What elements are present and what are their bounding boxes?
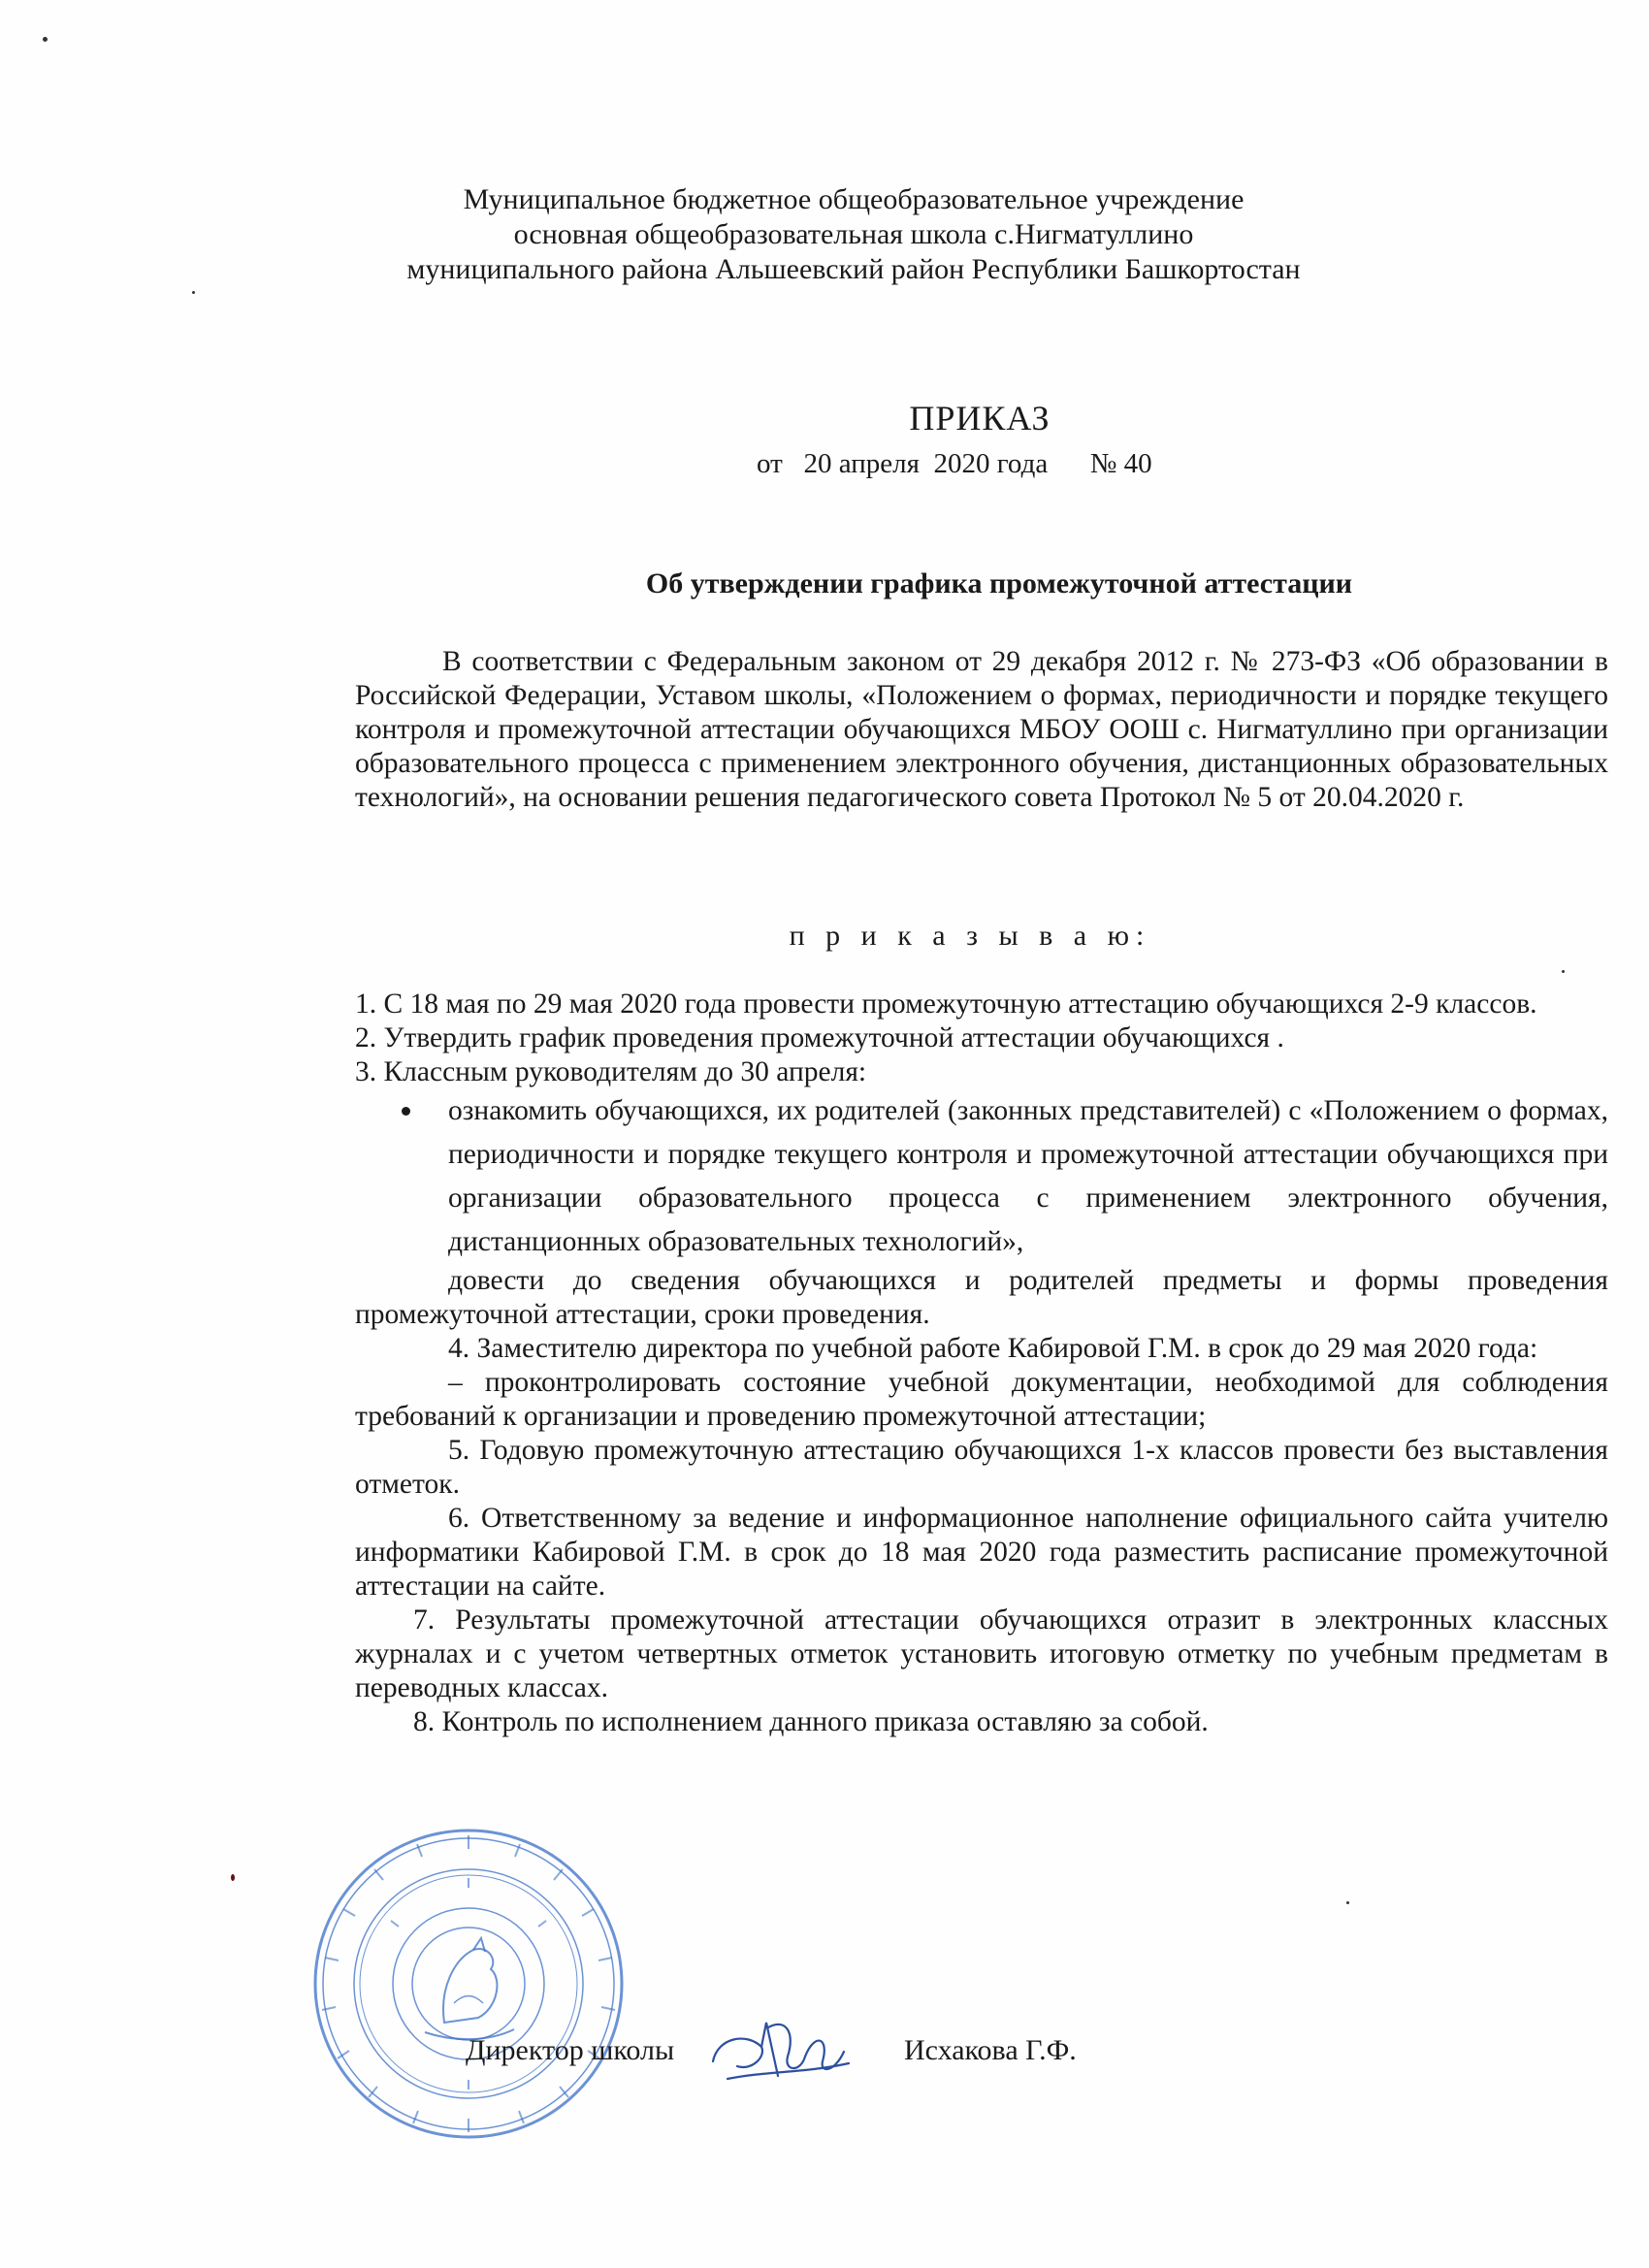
- order-number: № 40: [1089, 448, 1152, 479]
- document-title: ПРИКАЗ: [909, 399, 1051, 437]
- item-6: 6. Ответственному за ведение и информационное наполнение официального сайта учителю информатики Кабировой Г.М. в срок до 18 мая 2020 года разместить расписание промежуточной аттестации на сайте.: [355, 1503, 1608, 1602]
- item-3-bullet-text: ознакомить обучающихся, их родителей (законных представителей) с «Положением о формах, периодичности и порядке текущего контроля и промежуточной аттестации обучающихся при организации образовательного процесса с применением электронного обучения, дистанционных образовательных технологий»,: [448, 1095, 1608, 1257]
- scan-speck: [43, 37, 48, 42]
- bullet-dot-icon: [402, 1107, 410, 1116]
- handwritten-signature-icon: [708, 2003, 854, 2090]
- official-seal-icon: [308, 1824, 629, 2144]
- preamble-text: В соответствии с Федеральным законом от 29 декабря 2012 г. № 273-ФЗ «Об образовании в Российской Федерации, Уставом школы, «Положением о формах, периодичности и порядке текущего контроля и промежуточной аттестации обучающихся МБОУ ООШ с. Нигматуллино при организации образовательного процесса с применением электронного обучения, дистанционных образовательных технологий», на основании решения педагогического совета Протокол № 5 от 20.04.2020 г.: [355, 646, 1608, 813]
- scan-speck: [1346, 1901, 1349, 1904]
- signature-block: [466, 2023, 1339, 2090]
- item-3-bullet: [355, 1089, 1608, 1264]
- signatory-position: Директор школы: [466, 2034, 675, 2066]
- preamble-block: [355, 645, 1608, 815]
- order-date-line: [757, 448, 1222, 480]
- header-line-2: основная общеобразовательная школа с.Нигматуллино: [513, 218, 1194, 250]
- signatory-name: Исхакова Г.Ф.: [904, 2034, 1077, 2066]
- item-8: 8. Контроль по исполнением данного приказа оставляю за собой.: [413, 1706, 1209, 1737]
- item-1: 1. С 18 мая по 29 мая 2020 года провести промежуточную аттестацию обучающихся 2-9 классов.: [355, 988, 1537, 1020]
- item-3-continuation: довести до сведения обучающихся и родителей предметы и формы проведения промежуточной аттестации, сроки проведения.: [355, 1265, 1608, 1330]
- order-items: [355, 988, 1608, 1739]
- organization-header: [369, 182, 1339, 287]
- scan-speck: [1562, 970, 1565, 973]
- order-date: 20 апреля 2020 года: [803, 448, 1049, 479]
- scan-speck: [231, 1874, 235, 1881]
- date-prefix: от: [757, 448, 783, 479]
- item-4: 4. Заместителю директора по учебной работе Кабировой Г.М. в срок до 29 мая 2020 года:: [448, 1333, 1538, 1364]
- item-4-sub: – проконтролировать состояние учебной документации, необходимой для соблюдения требований к организации и проведению промежуточной аттестации;: [355, 1367, 1608, 1432]
- item-3: 3. Классным руководителям до 30 апреля:: [355, 1056, 867, 1087]
- item-5: 5. Годовую промежуточную аттестацию обучающихся 1-х классов провести без выставления отметок.: [355, 1435, 1608, 1500]
- order-subject: Об утверждении графика промежуточной аттестации: [645, 567, 1353, 599]
- order-verb: п р и к а з ы в а ю:: [789, 920, 1151, 952]
- header-line-1: Муниципальное бюджетное общеобразовательное учреждение: [463, 183, 1245, 215]
- scan-speck: [192, 291, 195, 294]
- header-line-3: муниципального района Альшеевский район Республики Башкортостан: [406, 253, 1301, 285]
- item-2: 2. Утвердить график проведения промежуточной аттестации обучающихся .: [355, 1022, 1284, 1053]
- item-7: 7. Результаты промежуточной аттестации обучающихся отразит в электронных классных журналах и с учетом четвертных отметок установить итоговую отметку по учебным предметам в переводных классах.: [355, 1604, 1608, 1703]
